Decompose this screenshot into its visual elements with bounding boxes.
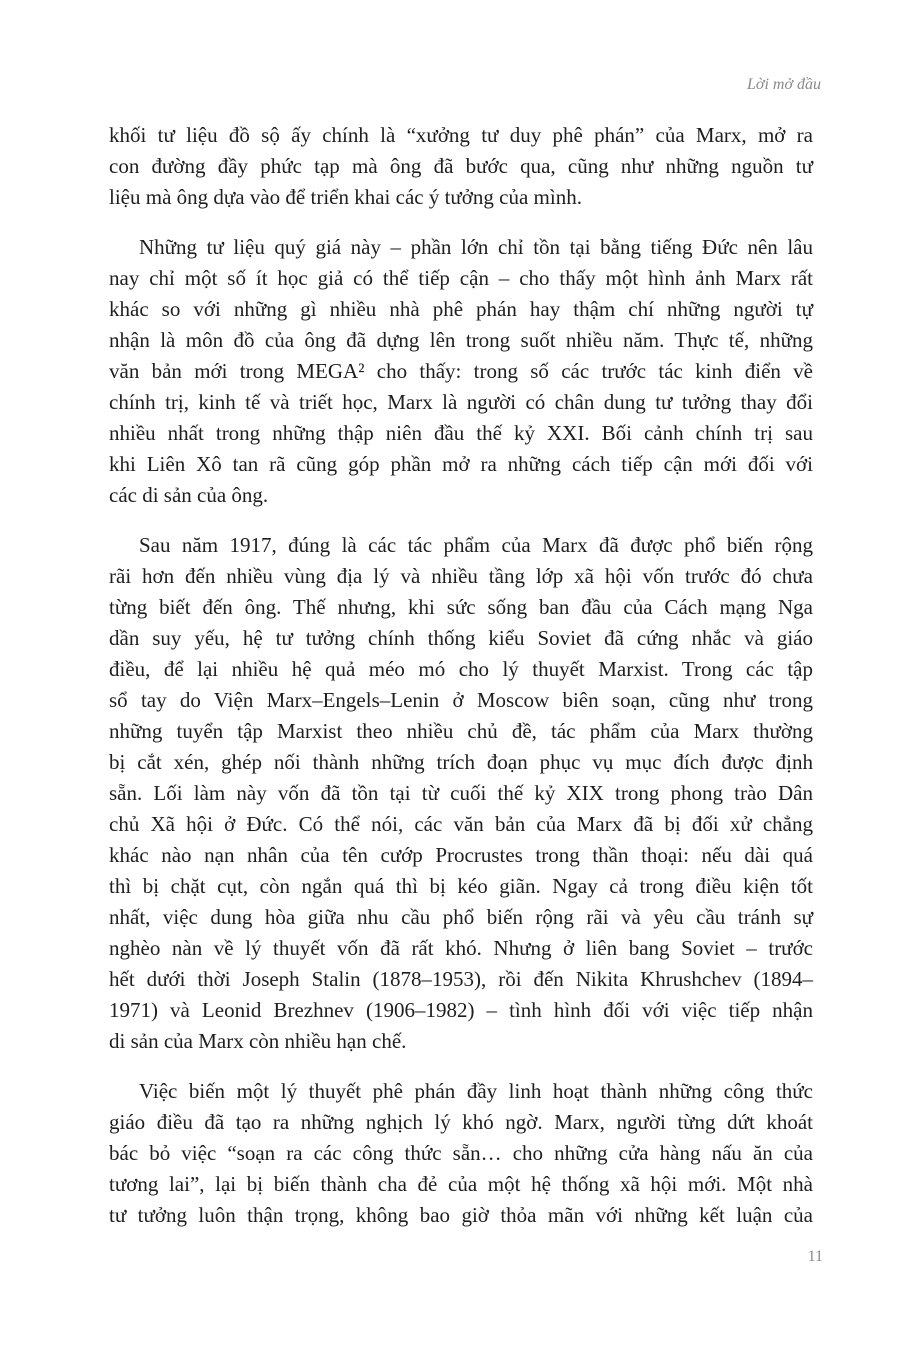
text-line: từng biết đến ông. Thế nhưng, khi sức sống ban đầu của Cách mạng Nga — [109, 595, 813, 619]
text-line: bị cắt xén, ghép nối thành những trích đoạn phục vụ mục đích được định — [109, 750, 813, 774]
text-line: những tuyển tập Marxist theo nhiều chủ đề, tác phẩm của Marx thường — [109, 719, 813, 743]
text-line: các di sản của ông. — [109, 483, 269, 507]
text-line: nhất, việc dung hòa giữa nhu cầu phổ biến rộng rãi và yêu cầu tránh sự — [109, 905, 813, 929]
text-line: nghèo nàn về lý thuyết vốn đã rất khó. Nhưng ở liên bang Soviet – trước — [109, 936, 813, 960]
paragraph — [109, 1076, 813, 1231]
text-line: Sau năm 1917, đúng là các tác phẩm của Marx đã được phổ biến rộng — [139, 533, 813, 557]
text-line: thì bị chặt cụt, còn ngắn quá thì bị kéo giãn. Ngay cả trong điều kiện tốt — [109, 874, 813, 898]
text-line: hết dưới thời Joseph Stalin (1878–1953), rồi đến Nikita Khrushchev (1894– — [109, 967, 813, 991]
paragraph — [109, 530, 813, 1057]
text-line: văn bản mới trong MEGA² cho thấy: trong số các trước tác kinh điển về — [109, 359, 813, 383]
text-line: Những tư liệu quý giá này – phần lớn chỉ tồn tại bằng tiếng Đức nên lâu — [139, 235, 813, 259]
text-line: khối tư liệu đồ sộ ấy chính là “xưởng tư duy phê phán” của Marx, mở ra — [109, 123, 813, 147]
text-line: tư tưởng luôn thận trọng, không bao giờ thỏa mãn với những kết luận của — [109, 1203, 813, 1227]
text-line: di sản của Marx còn nhiều hạn chế. — [109, 1029, 407, 1053]
text-line: khi Liên Xô tan rã cũng góp phần mở ra những cách tiếp cận mới đối với — [109, 452, 813, 476]
text-line: điều, để lại nhiều hệ quả méo mó cho lý thuyết Marxist. Trong các tập — [109, 657, 813, 681]
text-line: dần suy yếu, hệ tư tưởng chính thống kiểu Soviet đã cứng nhắc và giáo — [109, 626, 813, 650]
page-number: 11 — [807, 1248, 823, 1265]
paragraph — [109, 232, 813, 511]
text-line: sẵn. Lối làm này vốn đã tồn tại từ cuối thế kỷ XIX trong phong trào Dân — [109, 781, 813, 805]
text-line: giáo điều đã tạo ra những nghịch lý khó ngờ. Marx, người từng dứt khoát — [109, 1110, 813, 1134]
text-line: chủ Xã hội ở Đức. Có thể nói, các văn bản của Marx đã bị đối xử chẳng — [109, 812, 813, 836]
text-line: nhận là môn đồ của ông đã dựng lên trong suốt nhiều năm. Thực tế, những — [109, 328, 813, 352]
text-line: tương lai”, lại bị biến thành cha đẻ của một hệ thống xã hội mới. Một nhà — [109, 1172, 813, 1196]
text-line: bác bỏ việc “soạn ra các công thức sẵn… cho những cửa hàng nấu ăn của — [109, 1141, 813, 1165]
text-line: chính trị, kinh tế và triết học, Marx là người có chân dung tư tưởng thay đổi — [109, 390, 813, 414]
body-text — [109, 120, 813, 1250]
text-line: con đường đầy phức tạp mà ông đã bước qua, cũng như những nguồn tư — [109, 154, 813, 178]
text-line: 1971) và Leonid Brezhnev (1906–1982) – tình hình đối với việc tiếp nhận — [109, 998, 813, 1022]
text-line: rãi hơn đến nhiều vùng địa lý và nhiều tầng lớp xã hội vốn trước đó chưa — [109, 564, 813, 588]
running-header: Lời mở đầu — [747, 76, 821, 93]
text-line: Việc biến một lý thuyết phê phán đầy linh hoạt thành những công thức — [139, 1079, 813, 1103]
text-line: sổ tay do Viện Marx–Engels–Lenin ở Moscow biên soạn, cũng như trong — [109, 688, 813, 712]
text-line: liệu mà ông dựa vào để triển khai các ý tưởng của mình. — [109, 185, 582, 209]
paragraph — [109, 120, 813, 213]
text-line: khác nào nạn nhân của tên cướp Procrustes trong thần thoại: nếu dài quá — [109, 843, 813, 867]
text-line: nay chỉ một số ít học giả có thể tiếp cận – cho thấy một hình ảnh Marx rất — [109, 266, 813, 290]
text-line: khác so với những gì nhiều nhà phê phán hay thậm chí những người tự — [109, 297, 813, 321]
text-line: nhiều nhất trong những thập niên đầu thế kỷ XXI. Bối cảnh chính trị sau — [109, 421, 813, 445]
